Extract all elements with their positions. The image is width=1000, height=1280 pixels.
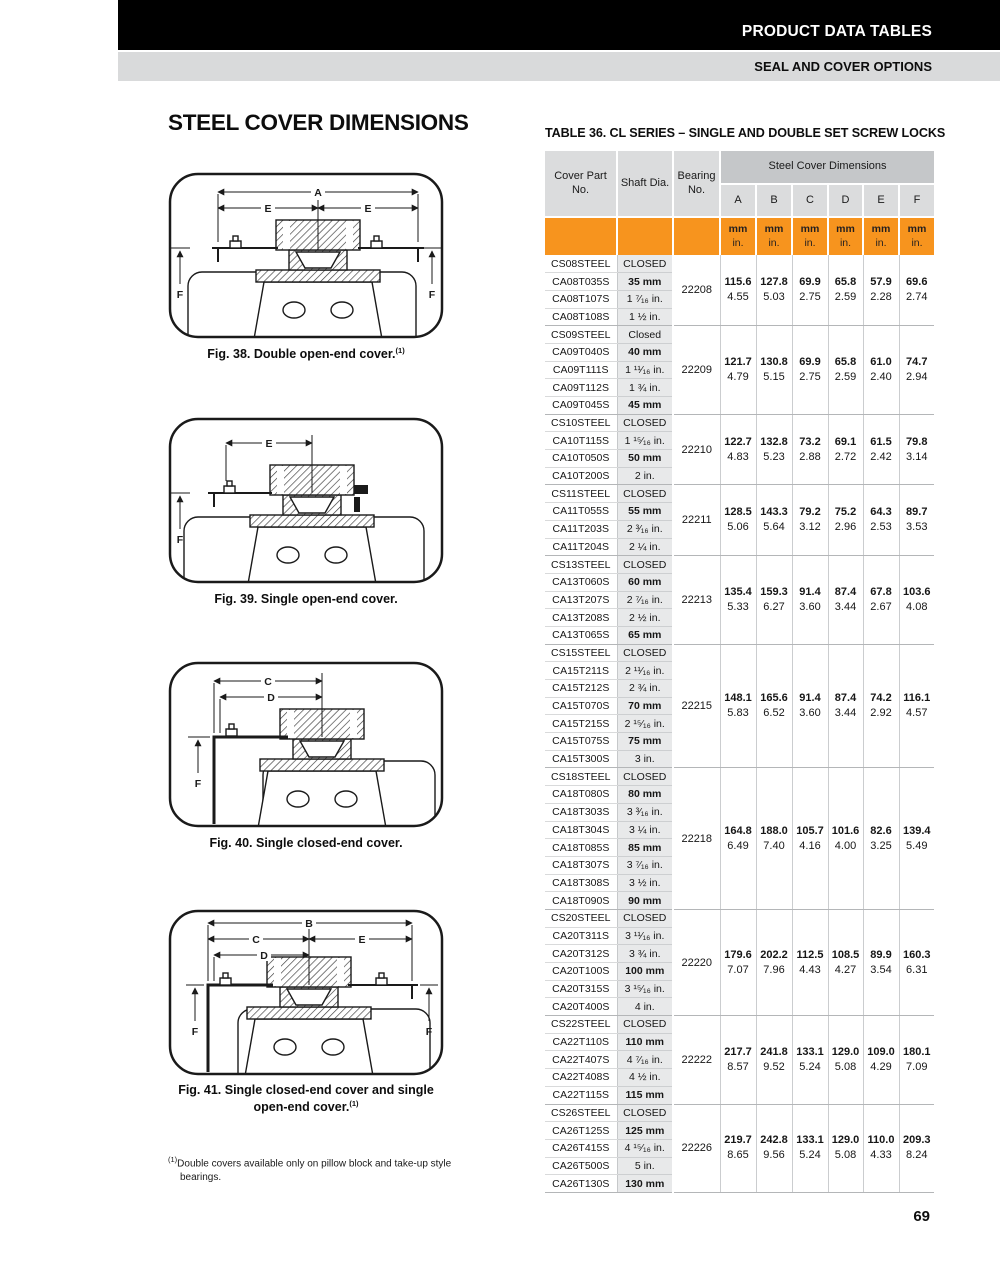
double-open-end-cover-drawing xyxy=(168,172,444,339)
bearing-number-cell: 22209 xyxy=(673,326,720,414)
shaft-dia-cell: 75 mm xyxy=(617,733,673,751)
table-row xyxy=(545,255,934,273)
dimension-value-cell: 116.1 4.57 xyxy=(899,644,934,768)
dimension-value-cell: 110.0 4.33 xyxy=(863,1104,899,1192)
shaft-dia-cell: 3 ³⁄₁₆ in. xyxy=(617,803,673,821)
part-number-cell: CA18T307S xyxy=(545,856,617,874)
dim-label: C xyxy=(264,676,272,688)
dimension-value-cell: 82.6 3.25 xyxy=(863,768,899,910)
shaft-dia-cell: 40 mm xyxy=(617,343,673,361)
shaft-dia-cell: 70 mm xyxy=(617,697,673,715)
shaft-dia-cell: 1 ⁷⁄₁₆ in. xyxy=(617,290,673,308)
dimension-value-cell: 61.5 2.42 xyxy=(863,414,899,485)
dimension-value-cell: 129.0 5.08 xyxy=(828,1016,863,1104)
dimension-value-cell: 109.0 4.29 xyxy=(863,1016,899,1104)
shaft-dia-cell: Closed xyxy=(617,326,673,344)
bearing-number-cell: 22213 xyxy=(673,556,720,644)
shaft-dia-cell: 3 ⁷⁄₁₆ in. xyxy=(617,856,673,874)
shaft-dia-cell: CLOSED xyxy=(617,1104,673,1122)
dimension-value-cell: 219.7 8.65 xyxy=(720,1104,756,1192)
shaft-dia-cell: 3 ½ in. xyxy=(617,874,673,892)
part-number-cell: CA08T107S xyxy=(545,290,617,308)
caption-text: Fig. 40. Single closed-end cover. xyxy=(209,836,403,851)
units-cell-blank xyxy=(545,217,617,255)
part-number-cell: CS11STEEL xyxy=(545,485,617,503)
banner-title: PRODUCT DATA TABLES xyxy=(741,23,932,40)
shaft-dia-cell: 45 mm xyxy=(617,397,673,415)
dimension-value-cell: 69.9 2.75 xyxy=(792,326,828,414)
dimension-value-cell: 65.8 2.59 xyxy=(828,326,863,414)
single-closed-end-cover-drawing xyxy=(168,661,444,828)
dimension-value-cell: 91.4 3.60 xyxy=(792,556,828,644)
dimension-value-cell: 202.2 7.96 xyxy=(756,909,792,1015)
dim-label: E xyxy=(264,203,272,215)
units-cell: mm in. xyxy=(756,217,792,255)
single-open-end-cover-drawing xyxy=(168,417,444,584)
part-number-cell: CA20T400S xyxy=(545,998,617,1016)
shaft-dia-cell: 2 ⁷⁄₁₆ in. xyxy=(617,591,673,609)
dimension-value-cell: 112.5 4.43 xyxy=(792,909,828,1015)
col-header-dim-a: A xyxy=(720,184,756,217)
part-number-cell: CA26T130S xyxy=(545,1175,617,1193)
part-number-cell: CA15T215S xyxy=(545,715,617,733)
dimension-value-cell: 108.5 4.27 xyxy=(828,909,863,1015)
steel-cover-dimensions-table xyxy=(545,151,934,1193)
dimension-value-cell: 64.3 2.53 xyxy=(863,485,899,556)
part-number-cell: CA22T408S xyxy=(545,1069,617,1087)
figure-39 xyxy=(168,417,444,608)
table-row xyxy=(545,326,934,344)
shaft-dia-cell: 3 ¾ in. xyxy=(617,945,673,963)
col-header-dim-e: E xyxy=(863,184,899,217)
part-number-cell: CA20T312S xyxy=(545,945,617,963)
part-number-cell: CA20T311S xyxy=(545,927,617,945)
units-cell: mm in. xyxy=(720,217,756,255)
bearing-number-cell: 22210 xyxy=(673,414,720,485)
figure-caption xyxy=(168,591,444,608)
part-number-cell: CS08STEEL xyxy=(545,255,617,273)
footnote-marker: (1) xyxy=(168,1155,178,1164)
dimension-value-cell: 148.1 5.83 xyxy=(720,644,756,768)
dimension-value-cell: 89.9 3.54 xyxy=(863,909,899,1015)
figure-40 xyxy=(168,661,444,852)
footnote-marker: (1) xyxy=(349,1098,359,1108)
dimension-value-cell: 115.6 4.55 xyxy=(720,255,756,326)
figure-caption xyxy=(168,835,444,852)
shaft-dia-cell: 1 ¹¹⁄₁₆ in. xyxy=(617,361,673,379)
dimension-value-cell: 121.7 4.79 xyxy=(720,326,756,414)
table-body xyxy=(545,255,934,1192)
shaft-dia-cell: CLOSED xyxy=(617,414,673,432)
dim-label: F xyxy=(194,778,202,790)
part-number-cell: CA15T212S xyxy=(545,680,617,698)
shaft-dia-cell: 80 mm xyxy=(617,786,673,804)
shaft-dia-cell: CLOSED xyxy=(617,255,673,273)
shaft-dia-cell: 50 mm xyxy=(617,450,673,468)
table-row xyxy=(545,909,934,927)
units-cell: mm in. xyxy=(863,217,899,255)
dimension-value-cell: 241.8 9.52 xyxy=(756,1016,792,1104)
part-number-cell: CA26T415S xyxy=(545,1139,617,1157)
shaft-dia-cell: 55 mm xyxy=(617,503,673,521)
part-number-cell: CS22STEEL xyxy=(545,1016,617,1034)
shaft-dia-cell: 2 ¼ in. xyxy=(617,538,673,556)
dimension-value-cell: 75.2 2.96 xyxy=(828,485,863,556)
shaft-dia-cell: 3 ¹⁵⁄₁₆ in. xyxy=(617,980,673,998)
shaft-dia-cell: 2 ¹¹⁄₁₆ in. xyxy=(617,662,673,680)
figure-38 xyxy=(168,172,444,363)
dimension-value-cell: 67.8 2.67 xyxy=(863,556,899,644)
dimension-value-cell: 160.3 6.31 xyxy=(899,909,934,1015)
bearing-number-cell: 22220 xyxy=(673,909,720,1015)
col-header-shaft: Shaft Dia. xyxy=(617,151,673,217)
part-number-cell: CA08T035S xyxy=(545,273,617,291)
table-row xyxy=(545,644,934,662)
shaft-dia-cell: 2 ³⁄₁₆ in. xyxy=(617,520,673,538)
figure-41 xyxy=(168,909,444,1115)
dimension-value-cell: 132.8 5.23 xyxy=(756,414,792,485)
part-number-cell: CA08T108S xyxy=(545,308,617,326)
dimension-value-cell: 69.9 2.75 xyxy=(792,255,828,326)
col-header-dim-b: B xyxy=(756,184,792,217)
bearing-number-cell: 22222 xyxy=(673,1016,720,1104)
bearing-number-cell: 22211 xyxy=(673,485,720,556)
shaft-dia-cell: CLOSED xyxy=(617,644,673,662)
shaft-dia-cell: 90 mm xyxy=(617,892,673,910)
page-number: 69 xyxy=(913,1208,930,1225)
shaft-dia-cell: 3 ¹¹⁄₁₆ in. xyxy=(617,927,673,945)
caption-text: Fig. 41. Single closed-end cover and single open-end cover. xyxy=(178,1083,434,1114)
shaft-dia-cell: 5 in. xyxy=(617,1157,673,1175)
dimension-value-cell: 79.8 3.14 xyxy=(899,414,934,485)
shaft-dia-cell: 85 mm xyxy=(617,839,673,857)
part-number-cell: CA18T085S xyxy=(545,839,617,857)
footnote-text: Double covers available only on pillow block and take-up style bearings. xyxy=(177,1158,452,1184)
dim-label: E xyxy=(265,438,273,450)
part-number-cell: CA09T040S xyxy=(545,343,617,361)
closed-and-open-end-cover-drawing xyxy=(168,909,444,1076)
dimension-value-cell: 143.3 5.64 xyxy=(756,485,792,556)
dimension-value-cell: 217.7 8.57 xyxy=(720,1016,756,1104)
table-row xyxy=(545,556,934,574)
footnote xyxy=(168,1155,476,1185)
shaft-dia-cell: 1 ½ in. xyxy=(617,308,673,326)
dimension-value-cell: 57.9 2.28 xyxy=(863,255,899,326)
part-number-cell: CA11T203S xyxy=(545,520,617,538)
shaft-dia-cell: CLOSED xyxy=(617,556,673,574)
shaft-dia-cell: CLOSED xyxy=(617,1016,673,1034)
part-number-cell: CA10T200S xyxy=(545,467,617,485)
part-number-cell: CA20T315S xyxy=(545,980,617,998)
units-cell: mm in. xyxy=(792,217,828,255)
dimension-value-cell: 69.1 2.72 xyxy=(828,414,863,485)
sub-banner xyxy=(118,52,1000,81)
part-number-cell: CA22T115S xyxy=(545,1086,617,1104)
col-header-bearing: Bearing No. xyxy=(673,151,720,217)
part-number-cell: CS15STEEL xyxy=(545,644,617,662)
shaft-dia-cell: 1 ¹⁵⁄₁₆ in. xyxy=(617,432,673,450)
dim-label: F xyxy=(191,1026,199,1038)
part-number-cell: CA26T125S xyxy=(545,1122,617,1140)
part-number-cell: CA13T208S xyxy=(545,609,617,627)
table-row xyxy=(545,1104,934,1122)
footnote-marker: (1) xyxy=(395,346,405,355)
part-number-cell: CS18STEEL xyxy=(545,768,617,786)
shaft-dia-cell: 4 ¹⁵⁄₁₆ in. xyxy=(617,1139,673,1157)
shaft-dia-cell: 130 mm xyxy=(617,1175,673,1193)
shaft-dia-cell: 2 in. xyxy=(617,467,673,485)
shaft-dia-cell: 2 ¹⁵⁄₁₆ in. xyxy=(617,715,673,733)
part-number-cell: CS26STEEL xyxy=(545,1104,617,1122)
bearing-number-cell: 22215 xyxy=(673,644,720,768)
shaft-dia-cell: 110 mm xyxy=(617,1033,673,1051)
dimension-value-cell: 129.0 5.08 xyxy=(828,1104,863,1192)
col-header-dim-f: F xyxy=(899,184,934,217)
dim-label: D xyxy=(267,692,275,704)
shaft-dia-cell: 1 ¾ in. xyxy=(617,379,673,397)
dimension-value-cell: 73.2 2.88 xyxy=(792,414,828,485)
dimension-value-cell: 242.8 9.56 xyxy=(756,1104,792,1192)
dim-label: A xyxy=(314,187,322,199)
dimension-value-cell: 61.0 2.40 xyxy=(863,326,899,414)
dimension-value-cell: 87.4 3.44 xyxy=(828,556,863,644)
shaft-dia-cell: 125 mm xyxy=(617,1122,673,1140)
part-number-cell: CA15T300S xyxy=(545,750,617,768)
shaft-dia-cell: 65 mm xyxy=(617,626,673,644)
table-title: TABLE 36. CL SERIES – SINGLE AND DOUBLE SET SCREW LOCKS xyxy=(545,126,946,140)
dimension-value-cell: 135.4 5.33 xyxy=(720,556,756,644)
part-number-cell: CA26T500S xyxy=(545,1157,617,1175)
dim-label: D xyxy=(260,950,268,962)
part-number-cell: CA18T090S xyxy=(545,892,617,910)
part-number-cell: CA22T110S xyxy=(545,1033,617,1051)
col-header-span: Steel Cover Dimensions xyxy=(720,151,934,184)
shaft-dia-cell: 4 in. xyxy=(617,998,673,1016)
part-number-cell: CA09T045S xyxy=(545,397,617,415)
part-number-cell: CA22T407S xyxy=(545,1051,617,1069)
shaft-dia-cell: 2 ½ in. xyxy=(617,609,673,627)
part-number-cell: CA18T308S xyxy=(545,874,617,892)
dim-label: C xyxy=(252,934,260,946)
sub-banner-title: SEAL AND COVER OPTIONS xyxy=(754,59,932,74)
dimension-value-cell: 188.0 7.40 xyxy=(756,768,792,910)
top-banner xyxy=(118,0,1000,50)
part-number-cell: CS09STEEL xyxy=(545,326,617,344)
dimension-value-cell: 179.6 7.07 xyxy=(720,909,756,1015)
dimension-value-cell: 105.7 4.16 xyxy=(792,768,828,910)
table-container xyxy=(545,126,946,1193)
dimension-value-cell: 87.4 3.44 xyxy=(828,644,863,768)
shaft-dia-cell: 3 in. xyxy=(617,750,673,768)
bearing-number-cell: 22208 xyxy=(673,255,720,326)
part-number-cell: CA20T100S xyxy=(545,963,617,981)
table-row xyxy=(545,485,934,503)
table-row xyxy=(545,768,934,786)
shaft-dia-cell: 4 ⁷⁄₁₆ in. xyxy=(617,1051,673,1069)
dimension-value-cell: 128.5 5.06 xyxy=(720,485,756,556)
shaft-dia-cell: 35 mm xyxy=(617,273,673,291)
dimension-value-cell: 74.7 2.94 xyxy=(899,326,934,414)
caption-text: Fig. 38. Double open-end cover. xyxy=(207,347,396,362)
dimension-value-cell: 101.6 4.00 xyxy=(828,768,863,910)
part-number-cell: CA15T075S xyxy=(545,733,617,751)
part-number-cell: CA13T060S xyxy=(545,573,617,591)
part-number-cell: CA13T207S xyxy=(545,591,617,609)
units-cell: mm in. xyxy=(828,217,863,255)
col-header-dim-c: C xyxy=(792,184,828,217)
col-header-part: Cover Part No. xyxy=(545,151,617,217)
shaft-dia-cell: CLOSED xyxy=(617,485,673,503)
dim-label: F xyxy=(425,1026,433,1038)
figure-caption xyxy=(168,1083,444,1115)
dimension-value-cell: 159.3 6.27 xyxy=(756,556,792,644)
page-title: STEEL COVER DIMENSIONS xyxy=(168,110,469,135)
dimension-value-cell: 165.6 6.52 xyxy=(756,644,792,768)
bearing-number-cell: 22226 xyxy=(673,1104,720,1192)
units-cell-blank xyxy=(673,217,720,255)
shaft-dia-cell: 2 ¾ in. xyxy=(617,680,673,698)
part-number-cell: CS10STEEL xyxy=(545,414,617,432)
part-number-cell: CA10T050S xyxy=(545,450,617,468)
part-number-cell: CS20STEEL xyxy=(545,909,617,927)
dimension-value-cell: 74.2 2.92 xyxy=(863,644,899,768)
part-number-cell: CA11T204S xyxy=(545,538,617,556)
part-number-cell: CA10T115S xyxy=(545,432,617,450)
dimension-value-cell: 79.2 3.12 xyxy=(792,485,828,556)
dimension-value-cell: 133.1 5.24 xyxy=(792,1104,828,1192)
dim-label: E xyxy=(358,934,366,946)
table-row xyxy=(545,1016,934,1034)
part-number-cell: CA15T211S xyxy=(545,662,617,680)
shaft-dia-cell: 3 ¼ in. xyxy=(617,821,673,839)
dimension-value-cell: 65.8 2.59 xyxy=(828,255,863,326)
dimension-value-cell: 103.6 4.08 xyxy=(899,556,934,644)
dimension-value-cell: 91.4 3.60 xyxy=(792,644,828,768)
shaft-dia-cell: CLOSED xyxy=(617,909,673,927)
dimension-value-cell: 139.4 5.49 xyxy=(899,768,934,910)
units-row xyxy=(545,217,934,255)
shaft-dia-cell: 115 mm xyxy=(617,1086,673,1104)
part-number-cell: CA15T070S xyxy=(545,697,617,715)
col-header-dim-d: D xyxy=(828,184,863,217)
dim-label: F xyxy=(428,289,436,301)
dimension-value-cell: 89.7 3.53 xyxy=(899,485,934,556)
units-cell: mm in. xyxy=(899,217,934,255)
figure-caption xyxy=(168,346,444,363)
dim-label: F xyxy=(176,534,184,546)
shaft-dia-cell: 4 ½ in. xyxy=(617,1069,673,1087)
part-number-cell: CA11T055S xyxy=(545,503,617,521)
dimension-value-cell: 69.6 2.74 xyxy=(899,255,934,326)
dimension-value-cell: 130.8 5.15 xyxy=(756,326,792,414)
dimension-value-cell: 209.3 8.24 xyxy=(899,1104,934,1192)
dim-label: E xyxy=(364,203,372,215)
dim-label: F xyxy=(176,289,184,301)
dim-label: B xyxy=(305,918,313,930)
part-number-cell: CA18T303S xyxy=(545,803,617,821)
caption-text: Fig. 39. Single open-end cover. xyxy=(214,592,398,607)
dimension-value-cell: 164.8 6.49 xyxy=(720,768,756,910)
bearing-number-cell: 22218 xyxy=(673,768,720,910)
part-number-cell: CS13STEEL xyxy=(545,556,617,574)
part-number-cell: CA18T080S xyxy=(545,786,617,804)
part-number-cell: CA09T111S xyxy=(545,361,617,379)
dimension-value-cell: 133.1 5.24 xyxy=(792,1016,828,1104)
part-number-cell: CA13T065S xyxy=(545,626,617,644)
dimension-value-cell: 122.7 4.83 xyxy=(720,414,756,485)
part-number-cell: CA18T304S xyxy=(545,821,617,839)
dimension-value-cell: 127.8 5.03 xyxy=(756,255,792,326)
shaft-dia-cell: 100 mm xyxy=(617,963,673,981)
units-cell-blank xyxy=(617,217,673,255)
dimension-value-cell: 180.1 7.09 xyxy=(899,1016,934,1104)
table-row xyxy=(545,414,934,432)
part-number-cell: CA09T112S xyxy=(545,379,617,397)
shaft-dia-cell: CLOSED xyxy=(617,768,673,786)
shaft-dia-cell: 60 mm xyxy=(617,573,673,591)
